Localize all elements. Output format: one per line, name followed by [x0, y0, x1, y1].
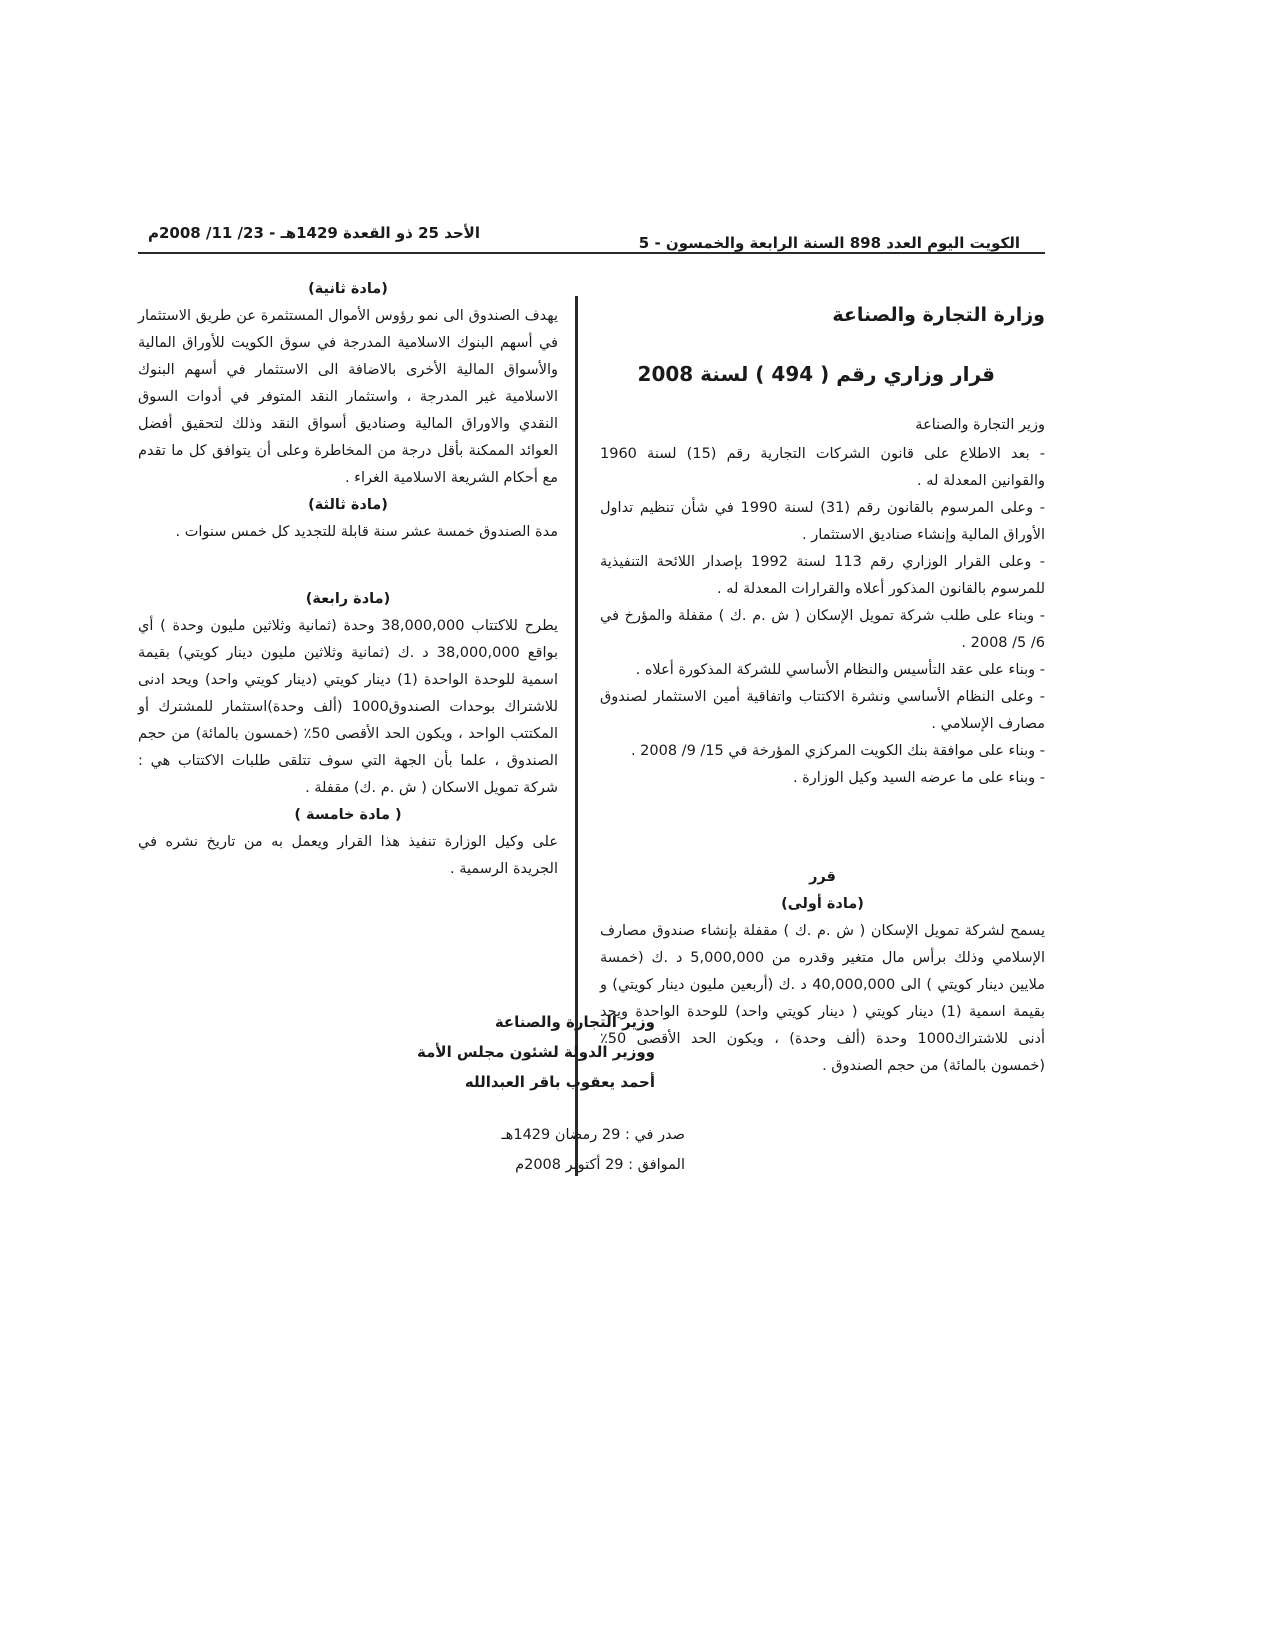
ministry-name: وزارة التجارة والصناعة — [832, 304, 1045, 326]
recital-clause: - وبناء على ما عرضه السيد وكيل الوزارة . — [792, 770, 1045, 786]
recital-clause: - وعلى المرسوم بالقانون رقم (31) لسنة 1990 في شأن تنظيم تداول الأوراق المالية وإنشاء صناديق الاستثمار . — [600, 500, 1045, 543]
signatory-second-title: ووزير الدولة لشئون مجلس الأمة — [417, 1043, 655, 1061]
header-divider — [138, 252, 1045, 254]
issue-date-hijri: صدر في : 29 رمضان 1429هـ — [501, 1127, 685, 1143]
signatory-name: أحمد يعقوب باقر العبدالله — [464, 1073, 655, 1091]
article-5-heading: ( مادة خامسة ) — [294, 807, 402, 823]
recital-clause: - وبناء على موافقة بنك الكويت المركزي المؤرخة في 15/ 9/ 2008 . — [630, 743, 1045, 759]
recital-clause: - وبناء على عقد التأسيس والنظام الأساسي للشركة المذكورة أعلاه . — [635, 662, 1045, 678]
decree-issuer: وزير التجارة والصناعة — [915, 417, 1045, 433]
article-3-heading: (مادة ثالثة) — [308, 497, 388, 513]
decided-heading: قرر — [809, 869, 836, 885]
decree-title: قرار وزاري رقم ( 494 ) لسنة 2008 — [637, 362, 995, 386]
header-gazette-issue: الكويت اليوم العدد 898 السنة الرابعة والخمسون - 5 — [638, 234, 1020, 252]
signature-block — [255, 1007, 655, 1097]
header-date: الأحد 25 ذو القعدة 1429هـ - 23/ 11/ 2008م — [148, 224, 480, 242]
issue-date-block — [345, 1120, 685, 1180]
recital-clause: - وبناء على طلب شركة تمويل الإسكان ( ش .م .ك ) مقفلة والمؤرخ في 6/ 5/ 2008 . — [600, 608, 1045, 651]
article-1-text: يسمح لشركة تمويل الإسكان ( ش .م .ك ) مقفلة بإنشاء صندوق مصارف الإسلامي وذلك برأس مال متغير وقدره من 5,000,000 د .ك (خمسة ملايين دينار كويتي ) الى 40,000,000 د .ك (أربعين مليون دينار كويتي) و بقيمة اسمية (1) دينار كويتي ( دينار كويتي واحد) للوحدة الواحدة ويحد أدنى للاشتراك1000 وحدة (ألف وحدة) ، ويكون الحد الأقصى 50٪ (خمسون بالمائة) من حجم الصندوق . — [600, 923, 1046, 1074]
article-4-heading: (مادة رابعة) — [305, 591, 391, 607]
left-column — [138, 276, 558, 883]
article-1-heading: (مادة أولى) — [781, 896, 864, 912]
article-4-text: يطرح للاكتتاب 38,000,000 وحدة (ثمانية وثلاثين مليون وحدة ) أي بواقع 38,000,000 د .ك (ثمانية وثلاثين مليون دينار كويتي) بقيمة اسمية للوحدة الواحدة (1) دينار كويتي (دينار كويتي واحد) ويحد ادنى للاشتراك بوحدات الصندوق1000 (ألف وحدة)استثمار للمشترك أو المكتتب الواحد ، ويكون الحد الأقصى 50٪ (خمسون بالمائة) من حجم الصندوق ، علما بأن الجهة التي سوف تتلقى طلبات الاكتتاب هي : شركة تمويل الاسكان ( ش .م .ك) مقفلة . — [138, 618, 559, 796]
article-2-heading: (مادة ثانية) — [308, 281, 388, 297]
article-3-text: مدة الصندوق خمسة عشر سنة قابلة للتجديد كل خمس سنوات . — [175, 524, 558, 540]
recital-clause: - وعلى النظام الأساسي ونشرة الاكتتاب واتفاقية أمين الاستثمار لصندوق مصارف الإسلامي . — [600, 689, 1045, 732]
recital-clause: - بعد الاطلاع على قانون الشركات التجارية رقم (15) لسنة 1960 والقوانين المعدلة له . — [600, 446, 1045, 489]
article-5-text: على وكيل الوزارة تنفيذ هذا القرار ويعمل به من تاريخ نشره في الجريدة الرسمية . — [138, 834, 558, 877]
issue-date-gregorian: الموافق : 29 أكتوبر 2008م — [515, 1157, 685, 1173]
signatory-title: وزير التجارة والصناعة — [494, 1013, 655, 1031]
recital-clause: - وعلى القرار الوزاري رقم 113 لسنة 1992 بإصدار اللائحة التنفيذية للمرسوم بالقانون المذكور أعلاه والقرارات المعدلة له . — [600, 554, 1045, 597]
article-2-text: يهدف الصندوق الى نمو رؤوس الأموال المستثمرة عن طريق الاستثمار في أسهم البنوك الاسلامية المدرجة في سوق الكويت للأوراق المالية والأسواق المالية الأخرى بالاضافة الى الاستثمار في أسهم البنوك الاسلامية غير المدرجة ، واستثمار النقد المتوفر في أدوات السوق النقدي والاوراق المالية وصناديق أسواق النقد وذلك لتحقيق أفضل العوائد الممكنة بأقل درجة من المخاطرة وعلى أن يتوافق كل ما تقدم مع أحكام الشريعة الاسلامية الغراء . — [138, 308, 558, 486]
right-column — [600, 296, 1045, 1080]
